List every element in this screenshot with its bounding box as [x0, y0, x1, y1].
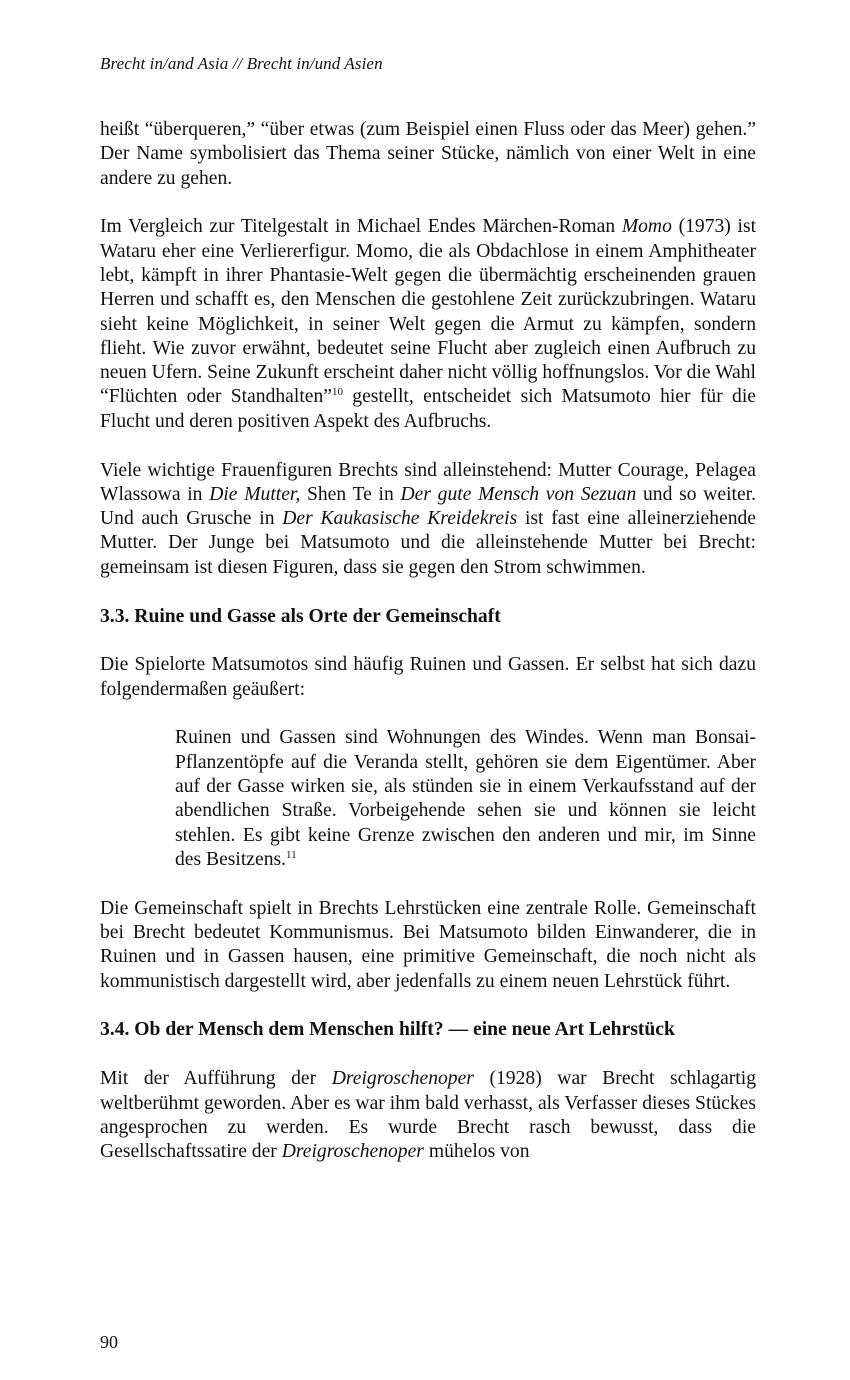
title-italic: Der Kaukasische Kreidekreis: [282, 508, 518, 530]
paragraph: Viele wichtige Frauenfiguren Brechts sind alleinstehend: Mutter Courage, Pelagea Wlassowa in Die Mutter, Shen Te in Der gute Mensch von Sezuan und so weiter. Und auch Grusche in Der Kaukasische Kreidekreis ist fast eine alleinerziehende Mutter. Der Junge bei Matsumoto und die alleinstehende Mutter bei Brecht: gemeinsam ist diesen Figuren, dass sie gegen den Strom schwimmen.: [100, 459, 756, 578]
footnote-ref: 10: [331, 386, 343, 399]
block-quote: Ruinen und Gassen sind Wohnungen des Windes. Wenn man Bonsai-Pflanzentöpfe auf die Veranda stellt, gehören sie dem Eigentümer. Aber auf der Gasse wirken sie, als stünden sie in einem Verkaufsstand auf der abendlichen Straße. Vorbeigehende sehen sie und können sie leicht stehlen. Es gibt keine Grenze zwischen den anderen und mir, im Sinne des Besitzens.$^{11}$: [175, 727, 756, 870]
section-heading: 3.3. Ruine und Gasse als Orte der Gemeinschaft: [100, 605, 501, 627]
title-italic: Dreigroschenoper: [331, 1068, 474, 1090]
title-italic: Der gute Mensch von Sezuan: [400, 483, 637, 505]
title-italic: Momo: [621, 216, 672, 238]
page-number: 90: [100, 1332, 118, 1352]
body-text: [100, 118, 756, 1189]
section-heading: 3.4. Ob der Mensch dem Menschen hilft? — eine neue Art Lehrstück: [100, 1019, 675, 1041]
footnote-ref: 11: [286, 848, 297, 861]
running-head: Brecht in/and Asia // Brecht in/und Asien: [100, 54, 383, 73]
paragraph: heißt “überqueren,” “über etwas (zum Beispiel einen Fluss oder das Meer) gehen.” Der Name symbolisiert das Thema seiner Stücke, nämlich von einer Welt in eine andere zu gehen.: [100, 119, 756, 189]
paragraph: Die Gemeinschaft spielt in Brechts Lehrstücken eine zentrale Rolle. Gemeinschaft bei Brecht bedeutet Kommunismus. Bei Matsumoto bilden Einwanderer, die in Ruinen und in Gassen hausen, eine primitive Gemeinschaft, die noch nicht als kommunistisch dargestellt wird, aber jedenfalls zu einem neuen Lehrstück führt.: [100, 897, 756, 992]
title-italic: Dreigroschenoper: [281, 1141, 424, 1163]
title-italic: Die Mutter,: [209, 483, 301, 505]
paragraph: Im Vergleich zur Titelgestalt in Michael Endes Märchen-Roman Momo (1973) ist Wataru eher eine Verliererfigur. Momo, die als Obdachlose in einem Amphitheater lebt, kämpft in ihrer Phantasie-Welt gegen die übermächtig erscheinenden grauen Herren und schafft es, den Menschen die gestohlene Zeit zurückzubringen. Wataru sieht keine Möglichkeit, in seiner Welt gegen die Armut zu kämpfen, sondern flieht. Wie zuvor erwähnt, bedeutet seine Flucht aber zugleich einen Aufbruch zu neuen Ufern. Seine Zukunft erscheint daher nicht völlig hoffnungslos. Vor die Wahl “Flüchten oder Standhalten”$^{10}$ gestellt, entscheidet sich Matsumoto hier für die Flucht und deren positiven Aspekt des Aufbruchs.: [100, 216, 757, 432]
paragraph: Die Spielorte Matsumotos sind häufig Ruinen und Gassen. Er selbst hat sich dazu folgendermaßen geäußert:: [100, 654, 756, 700]
paragraph: Mit der Aufführung der Dreigroschenoper (1928) war Brecht schlagartig weltberühmt geworden. Aber es war ihm bald verhasst, als Verfasser dieses Stückes angesprochen zu werden. Es wurde Brecht rasch bewusst, dass die Gesellschaftssatire der Dreigroschenoper mühelos von: [100, 1068, 756, 1163]
